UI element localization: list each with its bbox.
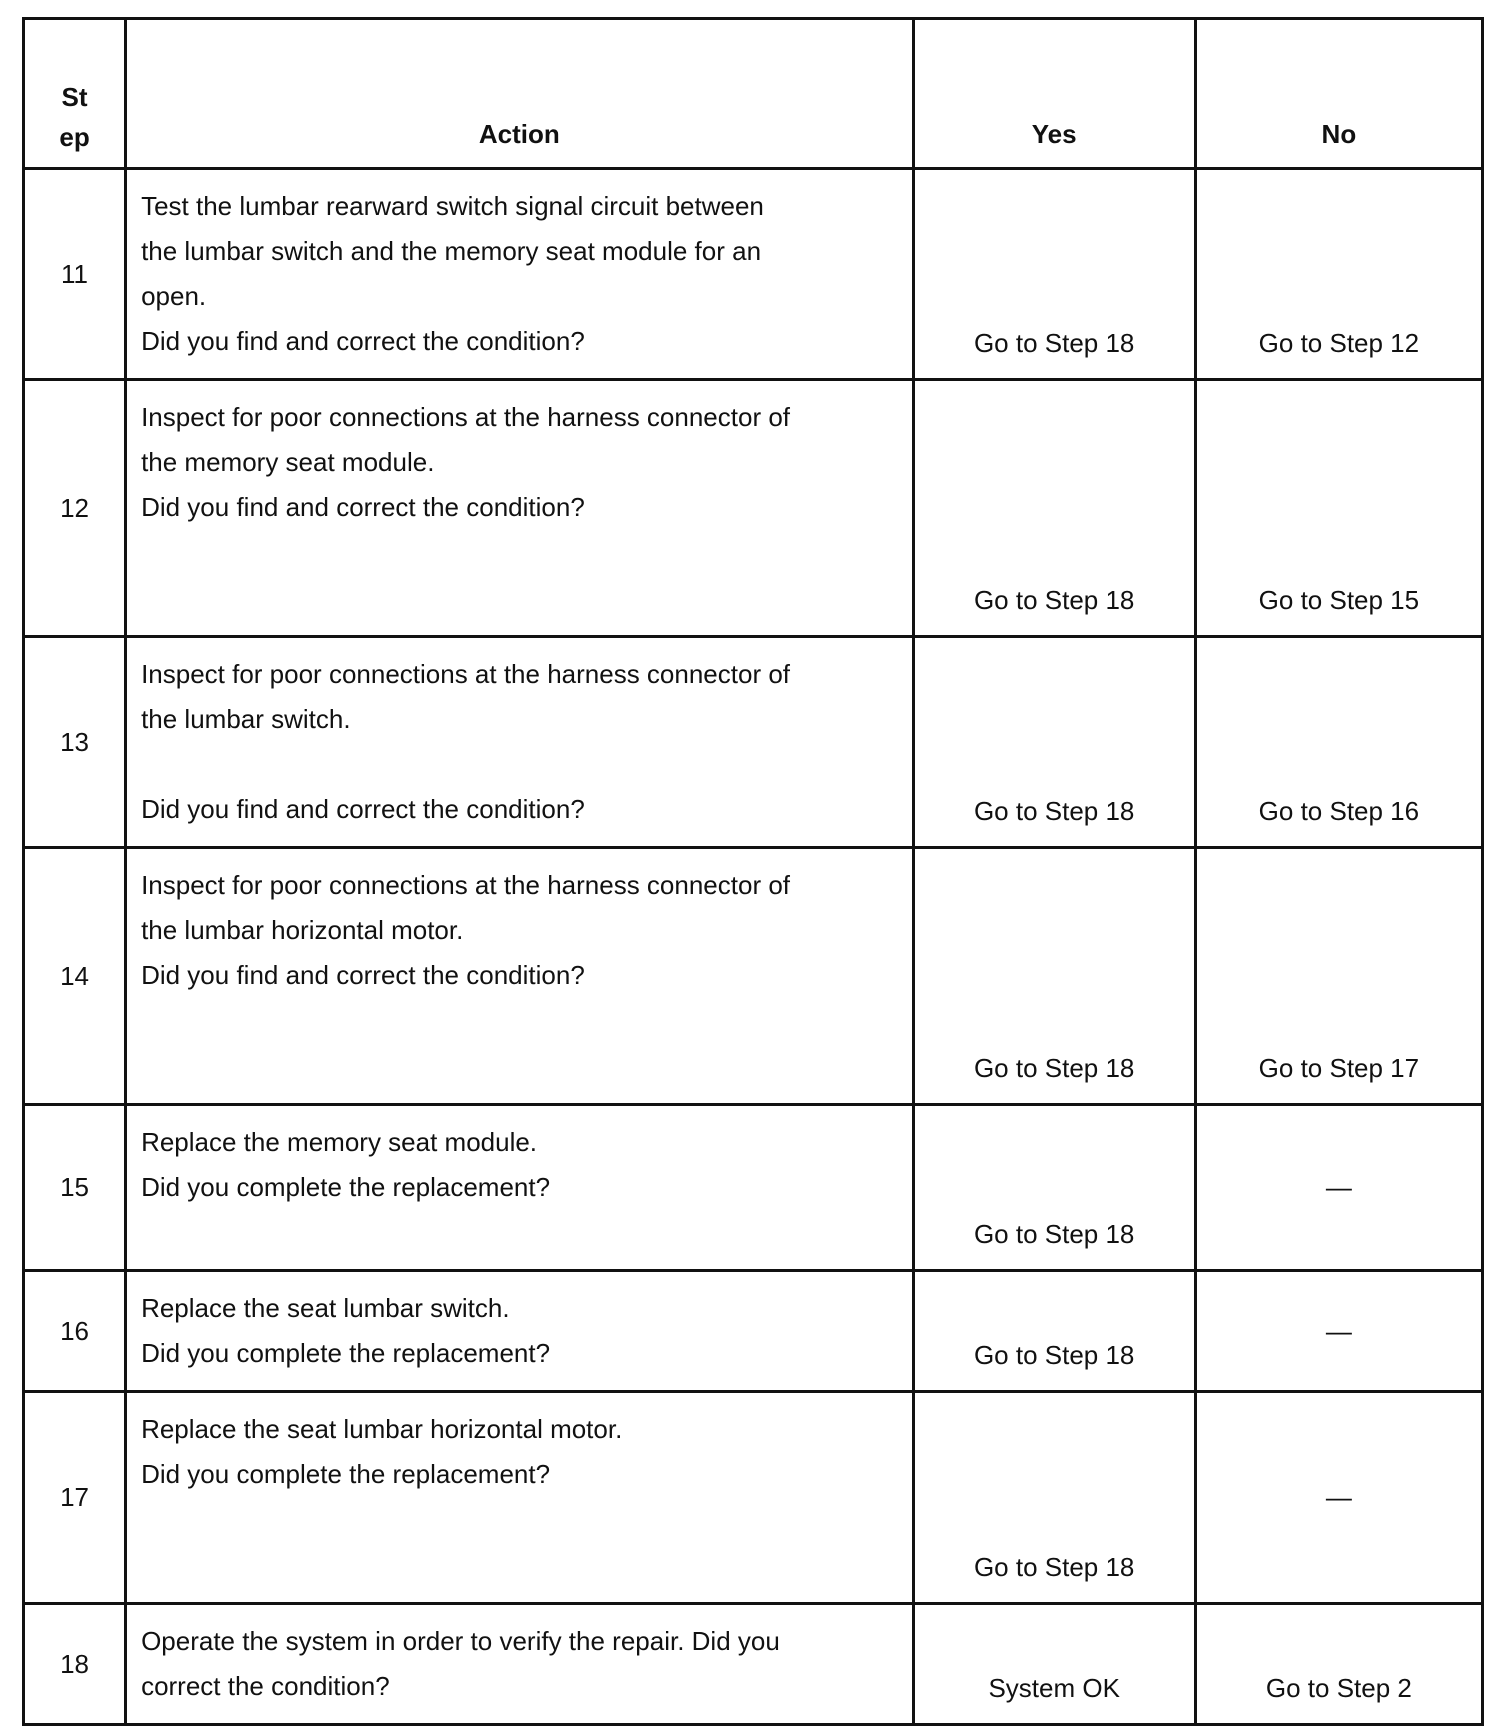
action-line: Inspect for poor connections at the harness connector of <box>141 870 791 900</box>
table-row <box>24 380 1483 637</box>
action-cell <box>126 1105 914 1271</box>
action-line: the memory seat module. <box>141 447 435 477</box>
action-line: open. <box>141 281 207 311</box>
yes-link[interactable]: Go to Step 18 <box>913 848 1195 1105</box>
step-number: 18 <box>24 1604 126 1725</box>
yes-link[interactable]: Go to Step 18 <box>913 380 1195 637</box>
action-line: Replace the seat lumbar horizontal motor. <box>141 1414 623 1444</box>
step-number: 13 <box>24 637 126 848</box>
action-line: Did you find and correct the condition? <box>141 492 585 522</box>
header-no: No <box>1195 19 1482 169</box>
no-link[interactable]: Go to Step 15 <box>1195 380 1482 637</box>
action-cell <box>126 1271 914 1392</box>
step-number: 15 <box>24 1105 126 1271</box>
yes-link[interactable]: Go to Step 18 <box>913 169 1195 380</box>
action-line: correct the condition? <box>141 1671 390 1701</box>
action-cell <box>126 1604 914 1725</box>
diagnostic-table <box>22 17 1484 1726</box>
action-line: Replace the memory seat module. <box>141 1127 538 1157</box>
yes-link[interactable]: Go to Step 18 <box>913 1105 1195 1271</box>
yes-link[interactable]: System OK <box>913 1604 1195 1725</box>
action-line: the lumbar switch and the memory seat module for an <box>141 236 762 266</box>
action-line: Did you complete the replacement? <box>141 1459 551 1489</box>
action-cell <box>126 380 914 637</box>
table-row <box>24 848 1483 1105</box>
no-link[interactable]: Go to Step 12 <box>1195 169 1482 380</box>
table-row <box>24 1604 1483 1725</box>
table-row <box>24 169 1483 380</box>
spacer <box>141 742 902 787</box>
table-row <box>24 1271 1483 1392</box>
action-line: Inspect for poor connections at the harness connector of <box>141 659 791 689</box>
action-line: Did you complete the replacement? <box>141 1172 551 1202</box>
action-cell <box>126 637 914 848</box>
yes-link[interactable]: Go to Step 18 <box>913 1271 1195 1392</box>
table-row <box>24 637 1483 848</box>
no-link[interactable]: Go to Step 2 <box>1195 1604 1482 1725</box>
header-row <box>24 19 1483 169</box>
table-row <box>24 1392 1483 1604</box>
action-line: Replace the seat lumbar switch. <box>141 1293 510 1323</box>
step-number: 16 <box>24 1271 126 1392</box>
yes-link[interactable]: Go to Step 18 <box>913 1392 1195 1604</box>
no-dash: — <box>1195 1271 1482 1392</box>
action-line: Did you find and correct the condition? <box>141 326 585 356</box>
step-number: 11 <box>24 169 126 380</box>
header-step <box>24 19 126 169</box>
table-row <box>24 1105 1483 1271</box>
action-line: Did you find and correct the condition? <box>141 960 585 990</box>
action-line: Did you complete the replacement? <box>141 1338 551 1368</box>
header-step-line1: St <box>61 82 88 112</box>
step-number: 14 <box>24 848 126 1105</box>
action-cell <box>126 169 914 380</box>
no-dash: — <box>1195 1392 1482 1604</box>
yes-link[interactable]: Go to Step 18 <box>913 637 1195 848</box>
action-line: Inspect for poor connections at the harness connector of <box>141 402 791 432</box>
header-step-line2: ep <box>59 122 90 152</box>
step-number: 17 <box>24 1392 126 1604</box>
header-action: Action <box>126 19 914 169</box>
no-dash: — <box>1195 1105 1482 1271</box>
step-number: 12 <box>24 380 126 637</box>
action-line: the lumbar switch. <box>141 704 351 734</box>
header-yes: Yes <box>913 19 1195 169</box>
action-line: Test the lumbar rearward switch signal circuit between <box>141 191 764 221</box>
action-cell <box>126 848 914 1105</box>
action-line: Did you find and correct the condition? <box>141 794 585 824</box>
no-link[interactable]: Go to Step 17 <box>1195 848 1482 1105</box>
action-line: Operate the system in order to verify the repair. Did you <box>141 1626 780 1656</box>
action-line: the lumbar horizontal motor. <box>141 915 464 945</box>
action-cell <box>126 1392 914 1604</box>
no-link[interactable]: Go to Step 16 <box>1195 637 1482 848</box>
